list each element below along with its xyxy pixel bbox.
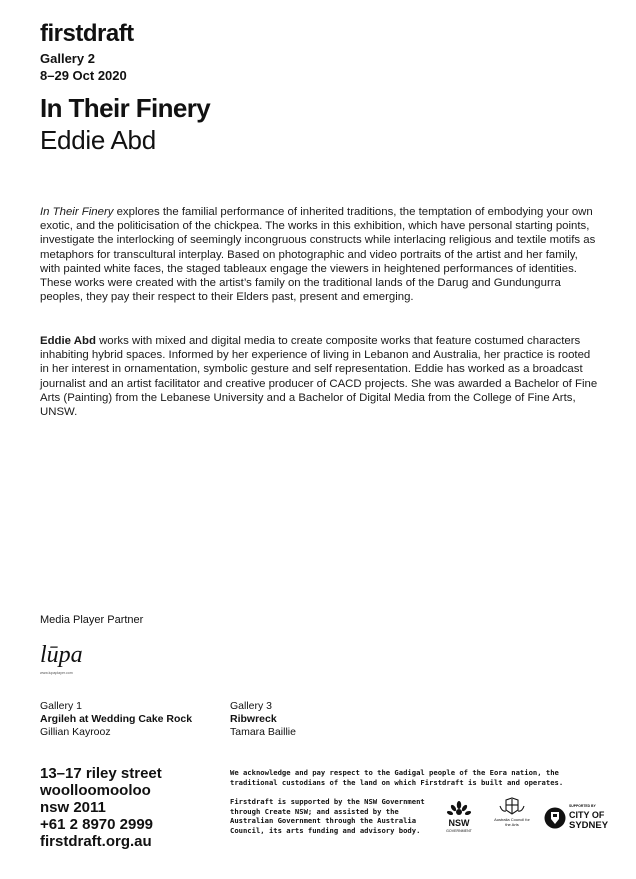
exhibition-description	[40, 205, 600, 304]
nsw-logo-text: NSW	[448, 818, 470, 828]
artist-bio	[40, 334, 600, 419]
gallery-label: Gallery 2	[40, 51, 95, 66]
other-gallery-artist: Tamara Baillie	[230, 726, 296, 738]
nsw-government-logo	[442, 800, 476, 834]
acknowledgement-of-country: We acknowledge and pay respect to the Gadigal people of the Eora nation, the traditional custodians of the land on which Firstdraft is built and operates.	[230, 768, 564, 787]
media-partner-label: Media Player Partner	[40, 614, 144, 626]
other-gallery-1	[40, 700, 192, 739]
other-gallery-3	[230, 700, 296, 739]
description-text: explores the familial performance of inherited traditions, the temptation of embodying your own exotic, and the politicisation of the chickpea. The works in this exhibition, which have personal starting points, investigate the interlocking of seemingly incongruous constructs while interlacing religious and textile motifs as metaphors for transcultural interplay. Based on photographic and video portraits of the artist and her family, with painted white faces, the staged tableaux engage the viewers in heightened performances of identities. These works were created with the artist’s family on the traditional lands of the Darug and Gundungurra peoples, they pay their respect to their Elders past, present and emerging.	[40, 206, 596, 304]
sydney-supported-text: SUPPORTED BY	[569, 804, 596, 808]
funding-statement: Firstdraft is supported by the NSW Government through Create NSW; and assisted by the Australian Government through the Australia Council, its arts funding and advisory body.	[230, 797, 425, 835]
lupa-logo-text: lūpa	[40, 642, 83, 668]
other-gallery-show: Argileh at Wedding Cake Rock	[40, 713, 193, 725]
address-state: nsw 2011	[40, 799, 106, 816]
other-gallery-artist: Gillian Kayrooz	[40, 726, 111, 738]
address-suburb: woolloomooloo	[40, 782, 151, 799]
other-gallery-show: Ribwreck	[230, 713, 277, 725]
phone-number: +61 2 8970 2999	[40, 816, 154, 833]
other-gallery-number: Gallery 3	[230, 700, 273, 712]
sydney-city-text: CITY OF	[569, 810, 605, 820]
bio-artist-name: Eddie Abd	[40, 335, 96, 347]
lupa-logo-url: www.lupaplayer.com	[40, 671, 73, 675]
address-street: 13–17 riley street	[40, 765, 162, 782]
australia-council-logo	[494, 796, 530, 834]
artist-name: Eddie Abd	[40, 125, 156, 155]
nsw-logo-sub: GOVERNMENT	[446, 829, 472, 833]
sydney-name-text: SYDNEY	[569, 820, 609, 831]
bio-text: works with mixed and digital media to create composite works that feature costumed characters inhabiting hybrid spaces. Informed by her experience of living in Lebanon and Australia, her practice is rooted in her interest in ornamentation, symbolic gesture and self representation. Eddie has worked as a broadcast journalist and an artist facilitator and creative producer of CACD projects. She was awarded a Bachelor of Fine Arts (Painting) from the Lebanese University and a Bachelor of Digital Media from the College of Fine Arts, UNSW.	[40, 335, 598, 419]
city-of-sydney-logo	[544, 800, 609, 836]
description-title-italic: In Their Finery	[40, 206, 114, 218]
website-link[interactable]: firstdraft.org.au	[40, 833, 152, 850]
coat-of-arms-icon	[500, 798, 524, 814]
waratah-icon	[446, 801, 471, 816]
other-gallery-number: Gallery 1	[40, 700, 83, 712]
exhibition-title: In Their Finery	[40, 93, 211, 123]
australia-council-text: Australia Council for the Arts	[494, 817, 530, 827]
city-crest-icon	[545, 808, 566, 829]
brand-wordmark: firstdraft	[40, 20, 134, 47]
exhibition-dates: 8–29 Oct 2020	[40, 68, 127, 83]
lupa-logo	[40, 638, 120, 678]
contact-block	[40, 765, 162, 850]
